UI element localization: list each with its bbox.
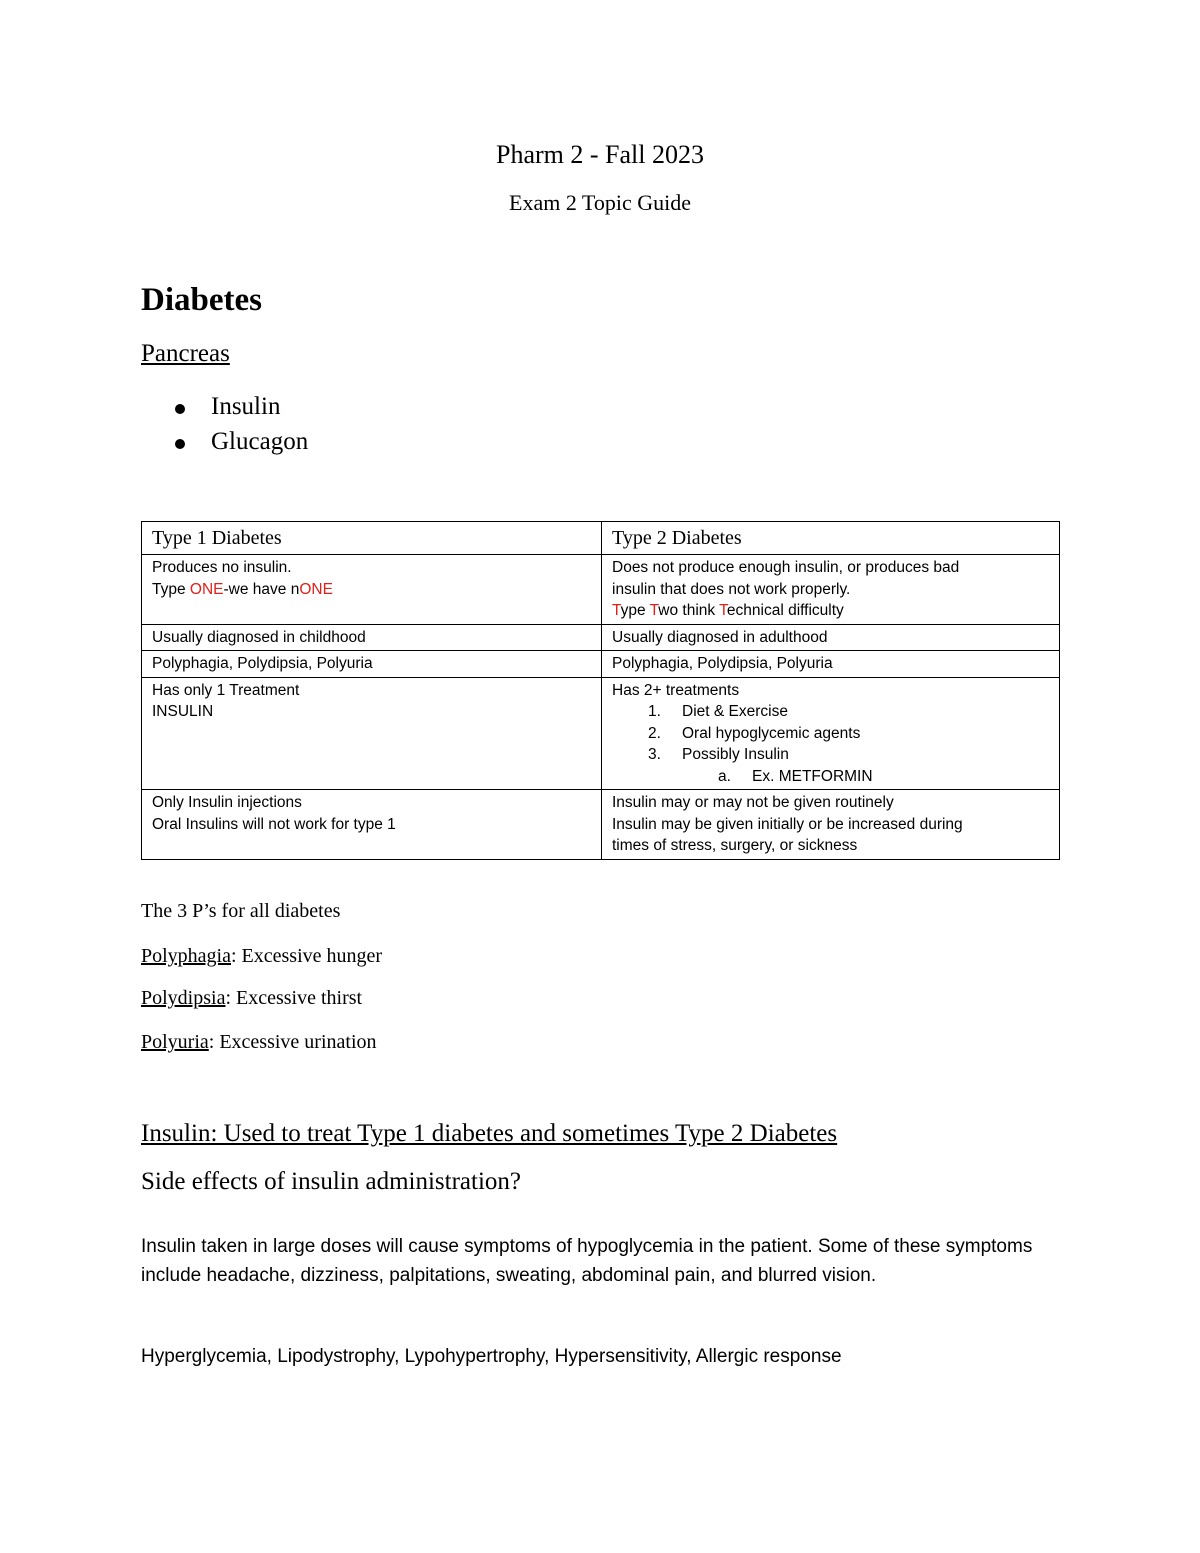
side-effects-list: Hyperglycemia, Lipodystrophy, Lypohypertrophy, Hypersensitivity, Allergic response: [141, 1346, 842, 1367]
definition-polydipsia: Polydipsia: Excessive thirst: [141, 987, 363, 1009]
list-item: Glucagon: [141, 427, 308, 462]
table-row: [142, 555, 1060, 625]
pancreas-hormone-list: [141, 392, 308, 462]
table-row: [142, 651, 1060, 678]
definition-polyuria: Polyuria: Excessive urination: [141, 1031, 377, 1053]
column-header-type1: Type 1 Diabetes: [142, 522, 602, 555]
three-ps-intro: The 3 P’s for all diabetes: [141, 900, 341, 922]
table-cell: Produces no insulin. Type ONE-we have nONE: [142, 555, 602, 625]
table-cell: Insulin may or may not be given routinely Insulin may be given initially or be increased during times of stress, surgery, or sickness: [602, 790, 1060, 860]
treatment-list: [612, 701, 1049, 787]
table-cell: Has 2+ treatments 1. Diet & Exercise 2. Oral hypoglycemic agents 3. Possibly Insulin a. Ex. METFORMIN: [602, 677, 1060, 790]
table-row: [142, 790, 1060, 860]
side-effects-question: Side effects of insulin administration?: [141, 1168, 522, 1195]
table-cell: Usually diagnosed in childhood: [142, 624, 602, 651]
table-row: [142, 677, 1060, 790]
document-title: Pharm 2 - Fall 2023: [496, 140, 704, 169]
table-cell: Polyphagia, Polydipsia, Polyuria: [602, 651, 1060, 678]
definition-polyphagia: Polyphagia: Excessive hunger: [141, 945, 383, 967]
list-item: 2. Oral hypoglycemic agents: [648, 724, 861, 742]
section-heading-insulin: Insulin: Used to treat Type 1 diabetes and sometimes Type 2 Diabetes: [141, 1120, 838, 1147]
table-cell: Does not produce enough insulin, or produces bad insulin that does not work properly. Type Two think Technical difficulty: [602, 555, 1060, 625]
column-header-type2: Type 2 Diabetes: [602, 522, 1060, 555]
table-cell: Polyphagia, Polydipsia, Polyuria: [142, 651, 602, 678]
table-cell: Has only 1 Treatment INSULIN: [142, 677, 602, 790]
treatment-sublist: [682, 766, 1049, 788]
table-cell: Only Insulin injections Oral Insulins will not work for type 1: [142, 790, 602, 860]
hypoglycemia-paragraph: Insulin taken in large doses will cause symptoms of hypoglycemia in the patient. Some of these symptoms include headache, dizziness, palpitations, sweating, abdominal pain, and blurred vision.: [141, 1236, 1033, 1286]
diabetes-comparison-table: [141, 521, 1060, 860]
table-row: [142, 624, 1060, 651]
list-item: 1. Diet & Exercise: [648, 703, 788, 720]
list-item: a. Ex. METFORMIN: [718, 767, 873, 785]
document-subtitle: Exam 2 Topic Guide: [509, 190, 691, 215]
table-cell: Usually diagnosed in adulthood: [602, 624, 1060, 651]
bullet-icon: [175, 439, 185, 449]
section-heading-diabetes: Diabetes: [141, 282, 262, 318]
list-item: 3. Possibly Insulin a. Ex. METFORMIN: [682, 744, 1049, 787]
list-item: Insulin: [141, 392, 308, 427]
bullet-icon: [175, 404, 185, 414]
table-header-row: [142, 522, 1060, 555]
subheading-pancreas: Pancreas: [141, 340, 230, 367]
